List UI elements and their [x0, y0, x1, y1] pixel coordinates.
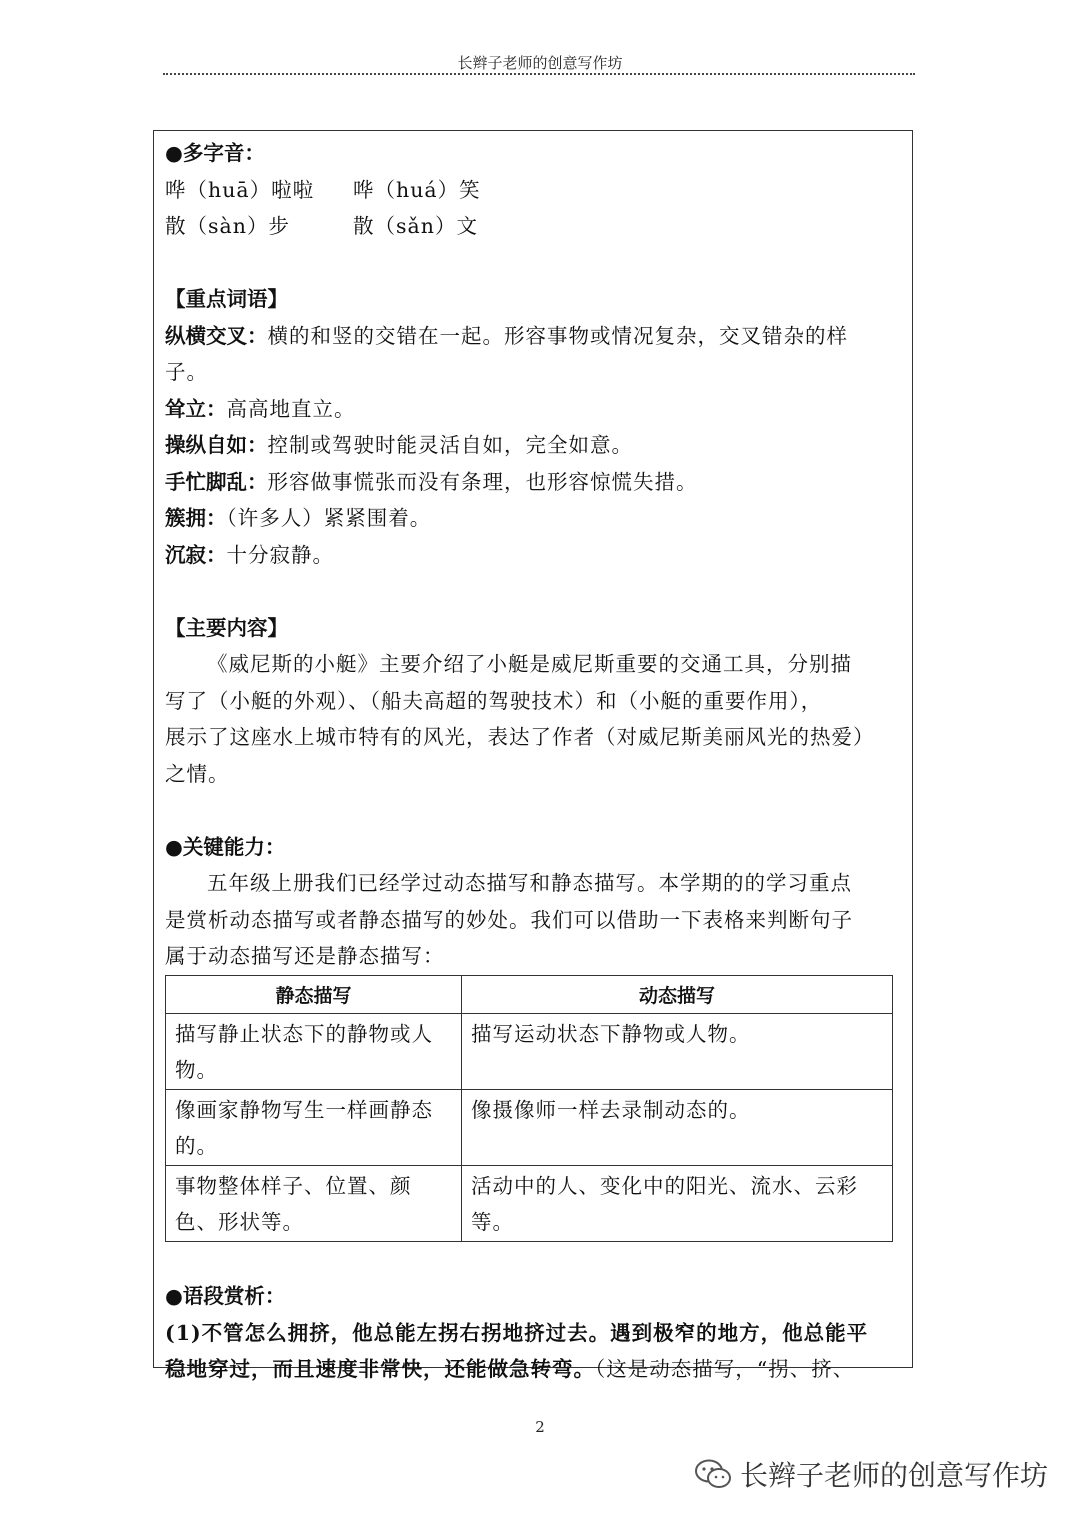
table-row: [166, 1165, 893, 1241]
table-cell: 像画家静物写生一样画静态的。: [166, 1089, 462, 1165]
main-content-line: 写了（小艇的外观）、（船夫高超的驾驶技术）和（小艇的重要作用），: [165, 688, 823, 713]
vocab-term: 操纵自如：: [165, 433, 268, 457]
table-cell: 描写静止状态下的静物或人物。: [166, 1013, 462, 1089]
table-header-static: 静态描写: [166, 975, 462, 1013]
polyphonic-heading: ●多字音：: [165, 141, 265, 165]
vocab-definition: 控制或驾驶时能灵活自如，完全如意。: [267, 433, 633, 457]
table-row: [166, 1013, 893, 1089]
header-rule: [163, 73, 915, 75]
header-title: 长辫子老师的创意写作坊: [457, 54, 623, 72]
analysis-heading: ●语段赏析：: [165, 1284, 286, 1308]
vocab-term: 簇拥：: [165, 506, 227, 530]
vocab-definition: 高高地直立。: [226, 396, 356, 421]
key-ability-line: 属于动态描写还是静态描写：: [165, 944, 445, 968]
key-ability-heading: ●关键能力：: [165, 834, 286, 859]
table-row: [166, 1089, 893, 1165]
main-content-line: 之情。: [165, 761, 230, 786]
table-cell: 描写运动状态下静物或人物。: [462, 1013, 893, 1089]
vocab-item: [165, 500, 905, 537]
polyphonic-item: 散（sàn）步: [165, 214, 290, 238]
vocab-item: [165, 464, 905, 501]
table-cell: 事物整体样子、位置、颜色、形状等。: [166, 1165, 462, 1241]
vocab-definition: 形容做事慌张而没有条理，也形容惊慌失措。: [267, 469, 698, 494]
table-cell: 活动中的人、变化中的阳光、流水、云彩等。: [462, 1165, 893, 1241]
vocab-term: 纵横交叉：: [165, 323, 268, 348]
main-content-heading: 【主要内容】: [165, 615, 288, 640]
vocab-term: 手忙脚乱：: [165, 469, 268, 494]
analysis-line: (1)不管怎么拥挤，他总能左拐右拐地挤过去。遇到极窄的地方，他总能平: [165, 1320, 869, 1345]
vocab-definition-cont: 子。: [165, 360, 208, 384]
polyphonic-item: 散（sǎn）文: [353, 214, 478, 238]
vocab-definition: 十分寂静。: [226, 542, 334, 567]
polyphonic-row: [165, 172, 905, 209]
main-content-line: 《威尼斯的小艇》主要介绍了小艇是威尼斯重要的交通工具，分别描: [207, 652, 852, 676]
vocab-item: [165, 391, 905, 428]
vocab-item: [165, 427, 905, 464]
content-body: [165, 135, 905, 1388]
page-number: 2: [535, 1418, 545, 1436]
table-header-row: [166, 975, 893, 1013]
analysis-bold-text: 稳地穿过，而且速度非常快，还能做急转弯。: [165, 1357, 595, 1381]
polyphonic-item: 哗（huá）笑: [353, 177, 481, 202]
vocab-definition: （许多人）紧紧围着。: [226, 506, 432, 530]
content-frame: [153, 130, 913, 1381]
vocab-definition: 横的和竖的交错在一起。形容事物或情况复杂，交叉错杂的样: [267, 323, 848, 348]
polyphonic-item: 哗（huā）啦啦: [165, 177, 315, 202]
table-header-dynamic: 动态描写: [462, 975, 893, 1013]
vocab-term: 沉寂：: [165, 542, 227, 567]
watermark: [694, 1454, 1048, 1494]
vocab-heading: 【重点词语】: [165, 287, 288, 311]
vocab-item: [165, 318, 905, 355]
key-ability-line: 是赏析动态描写或者静态描写的妙处。我们可以借助一下表格来判断句子: [165, 907, 853, 932]
description-table: [165, 975, 893, 1242]
vocab-item: [165, 537, 905, 574]
key-ability-line: 五年级上册我们已经学过动态描写和静态描写。本学期的的学习重点: [207, 871, 852, 895]
vocab-term: 耸立：: [165, 396, 227, 421]
polyphonic-row: [165, 208, 905, 245]
main-content-line: 展示了这座水上城市特有的风光，表达了作者（对威尼斯美丽风光的热爱）: [165, 725, 875, 749]
wechat-icon: [694, 1458, 732, 1490]
analysis-line: [165, 1351, 905, 1388]
table-cell: 像摄像师一样去录制动态的。: [462, 1089, 893, 1165]
watermark-text: 长辫子老师的创意写作坊: [739, 1459, 1048, 1492]
analysis-comment: （这是动态描写，“拐、挤、: [595, 1357, 855, 1381]
